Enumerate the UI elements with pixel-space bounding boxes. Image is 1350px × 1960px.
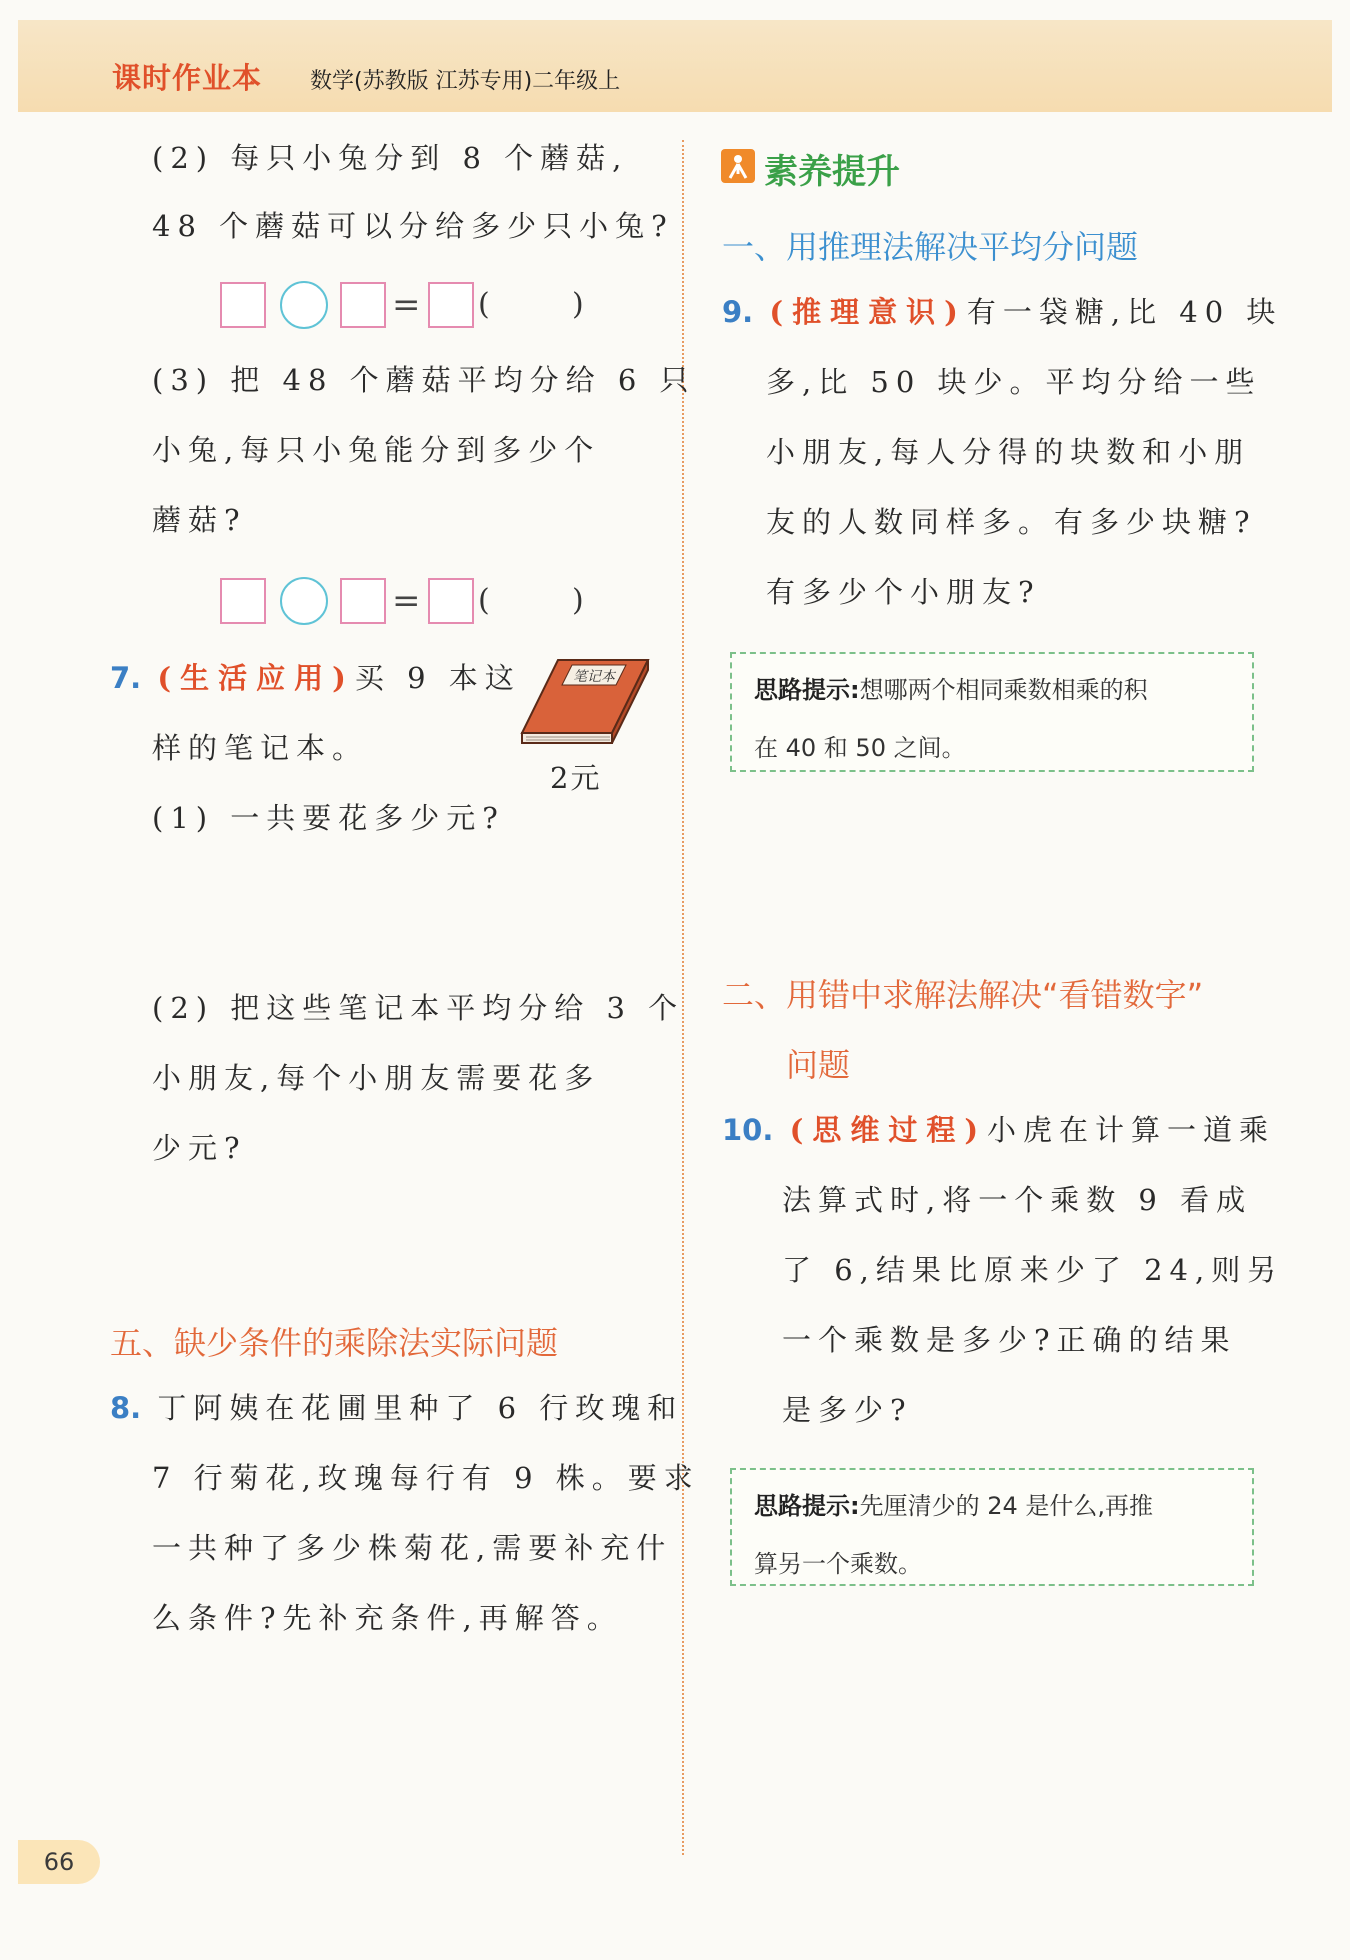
hint-box-2	[730, 1468, 1254, 1586]
q8-line2: 7 行菊花,玫瑰每行有 9 株。要求	[152, 1461, 700, 1495]
unit-paren-open: (	[478, 287, 490, 322]
q9-line2: 多,比 50 块少。平均分给一些	[766, 365, 1262, 399]
hint-1-line1	[754, 670, 1148, 705]
q10-line1	[722, 1110, 1275, 1150]
question-number: 7.	[110, 661, 142, 695]
q9-line3: 小朋友,每人分得的块数和小朋	[766, 435, 1251, 469]
q7-line2: 样的笔记本。	[152, 731, 369, 765]
q10-line5: 是多少?	[782, 1393, 913, 1427]
q9-text: 有一袋糖,比 40 块	[966, 295, 1283, 329]
q9-line5: 有多少个小朋友?	[766, 575, 1041, 609]
q6-3-line3: 蘑菇?	[152, 503, 247, 537]
question-tag: (推理意识)	[769, 295, 967, 329]
section-2-title: 二、用错中求解法解决“看错数字”	[722, 976, 1204, 1014]
unit-paren-close: )	[572, 583, 584, 618]
q9-line1	[722, 292, 1282, 332]
badge-title: 素养提升	[764, 152, 900, 192]
q7-sub2-line1: (2) 把这些笔记本平均分给 3 个	[152, 991, 685, 1025]
section-2-title-cont: 问题	[786, 1046, 851, 1084]
q6-3-line1: (3) 把 48 个蘑菇平均分给 6 只	[152, 363, 696, 397]
section-5-title: 五、缺少条件的乘除法实际问题	[110, 1324, 559, 1362]
hint-box-1	[730, 652, 1254, 772]
section-1-title: 一、用推理法解决平均分问题	[722, 228, 1139, 266]
hint-2-line1	[754, 1486, 1153, 1521]
q10-text: 小虎在计算一道乘	[987, 1113, 1276, 1147]
q7-line1	[110, 658, 521, 698]
notebook-icon	[516, 655, 656, 760]
q6-2-line2: 48 个蘑菇可以分给多少只小兔?	[152, 209, 674, 243]
question-number: 10.	[722, 1113, 774, 1147]
book-subtitle: 数学(苏教版 江苏专用)二年级上	[310, 69, 621, 94]
book-cover-label: 笔记本	[573, 669, 615, 685]
q10-line2: 法算式时,将一个乘数 9 看成	[782, 1183, 1253, 1217]
question-number: 8.	[110, 1391, 142, 1425]
equals-sign: =	[392, 581, 421, 621]
q6-3-line2: 小兔,每只小兔能分到多少个	[152, 433, 601, 467]
operator-circle[interactable]	[280, 577, 328, 625]
answer-box[interactable]	[340, 282, 386, 328]
unit-paren-close: )	[572, 287, 584, 322]
question-number: 9.	[722, 295, 754, 329]
q7-text: 买 9 本这	[354, 661, 521, 695]
unit-paren-open: (	[478, 583, 490, 618]
hint-text: 想哪两个相同乘数相乘的积	[859, 676, 1148, 704]
notebook-price: 2元	[550, 761, 602, 795]
q8-text: 丁阿姨在花圃里种了 6 行玫瑰和	[157, 1391, 684, 1425]
question-tag: (生活应用)	[157, 661, 355, 695]
hint-text: 先厘清少的 24 是什么,再推	[859, 1492, 1154, 1520]
answer-box[interactable]	[340, 578, 386, 624]
hint-label: 思路提示:	[754, 1492, 860, 1520]
hint-2-line2: 算另一个乘数。	[754, 1550, 922, 1578]
answer-box[interactable]	[428, 578, 474, 624]
answer-box[interactable]	[428, 282, 474, 328]
hint-1-line2: 在 40 和 50 之间。	[754, 734, 966, 762]
q8-line4: 么条件?先补充条件,再解答。	[152, 1601, 623, 1635]
q9-line4: 友的人数同样多。有多少块糖?	[766, 505, 1257, 539]
badge-icon	[720, 148, 756, 184]
q7-sub2-line3: 少元?	[152, 1131, 247, 1165]
equation-row-1	[220, 280, 600, 332]
page-number: 66	[18, 1840, 100, 1884]
equation-row-2	[220, 576, 600, 628]
q8-line3: 一共种了多少株菊花,需要补充什	[152, 1531, 673, 1565]
question-tag: (思维过程)	[789, 1113, 988, 1147]
equals-sign: =	[392, 285, 421, 325]
q10-line3: 了 6,结果比原来少了 24,则另	[782, 1253, 1284, 1287]
operator-circle[interactable]	[280, 281, 328, 329]
q8-line1	[110, 1388, 683, 1428]
answer-box[interactable]	[220, 578, 266, 624]
q7-sub1: (1) 一共要花多少元?	[152, 801, 505, 835]
hint-label: 思路提示:	[754, 676, 860, 704]
answer-box[interactable]	[220, 282, 266, 328]
q10-line4: 一个乘数是多少?正确的结果	[782, 1323, 1237, 1357]
book-brand: 课时作业本	[112, 61, 263, 95]
q7-sub2-line2: 小朋友,每个小朋友需要花多	[152, 1061, 601, 1095]
q6-2-line1: (2) 每只小兔分到 8 个蘑菇,	[152, 141, 629, 175]
